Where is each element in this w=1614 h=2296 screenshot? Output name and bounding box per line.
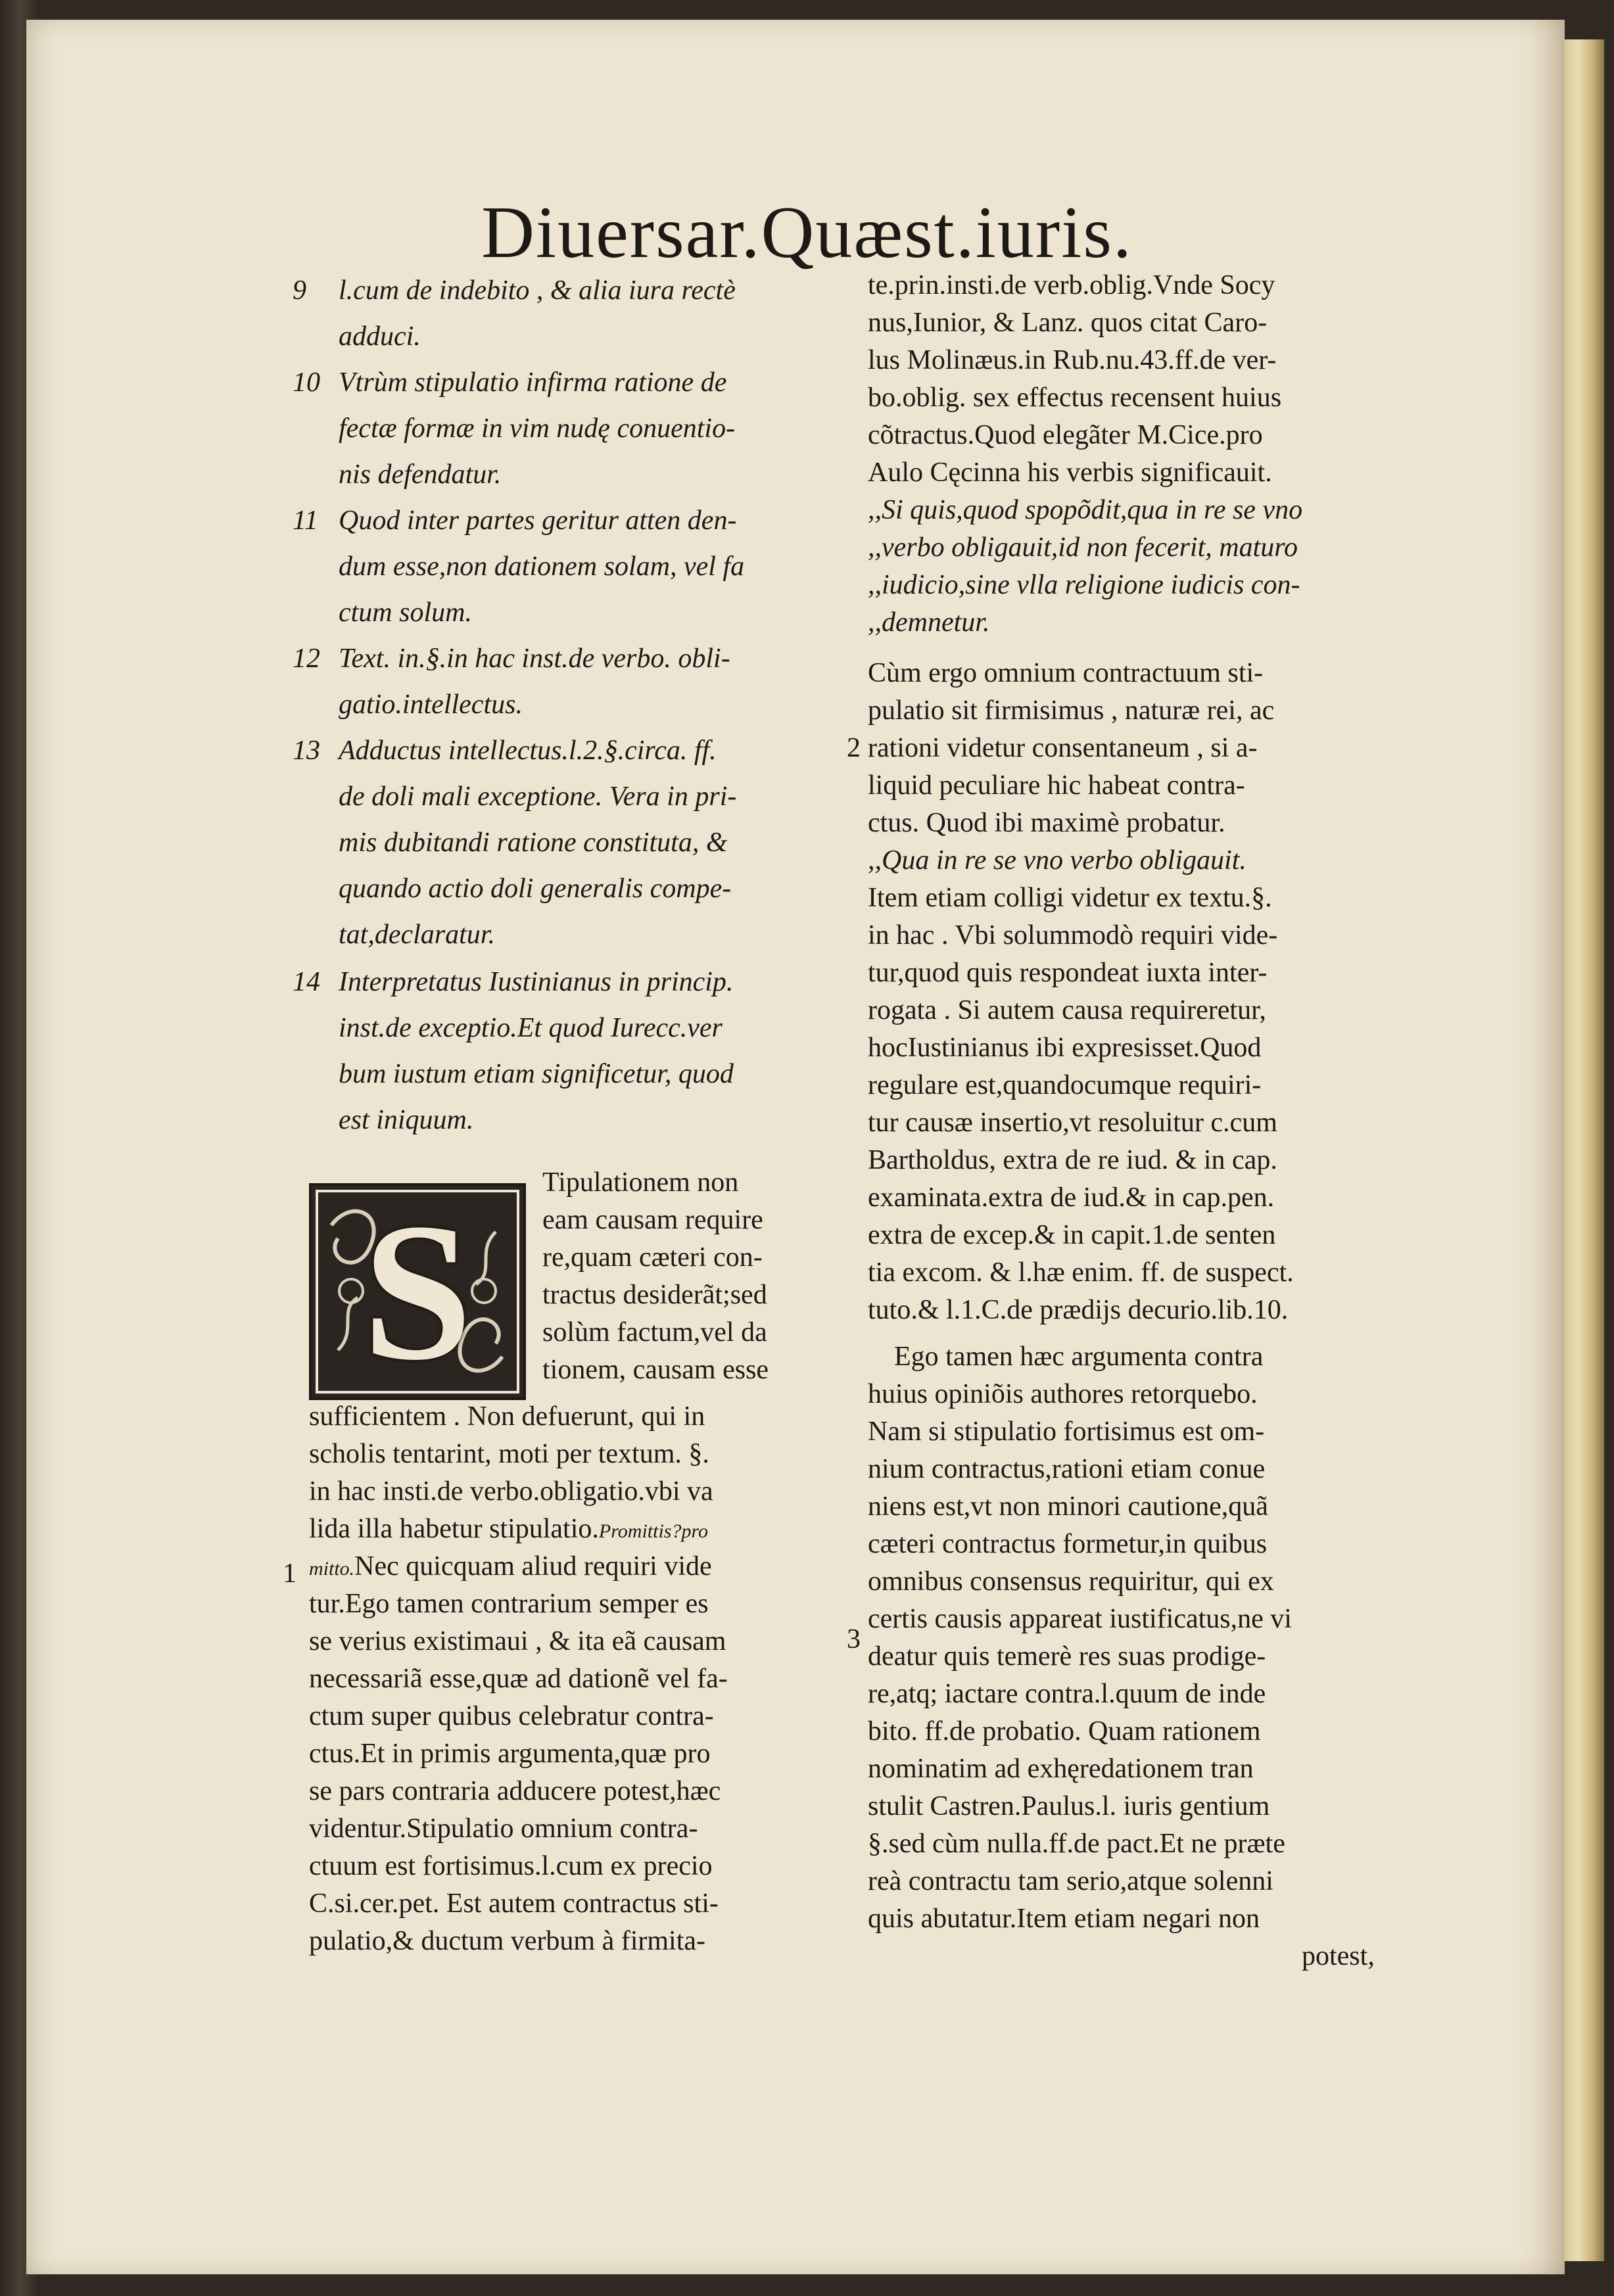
body-line: C.si.cer.pet. Est autem contractus sti- [309,1888,719,1919]
body-line: extra de excep.& in capit.1.de senten [868,1220,1276,1250]
summary-line: quando actio doli generalis compe- [339,874,732,904]
body-line: ctum super quibus celebratur contra- [309,1701,714,1731]
body-line: Nam si stipulatio fortisimus est om- [868,1417,1265,1447]
book-page [26,20,1565,2274]
body-line: tractus desiderãt;sed [542,1280,767,1310]
body-line: re,quam cæteri con- [542,1242,763,1273]
body-line: cæteri contractus formetur,in quibus [868,1529,1268,1559]
summary-number: 11 [293,505,318,536]
summary-number: 9 [293,275,306,306]
body-line: liquid peculiare hic habeat contra- [868,770,1245,801]
margin-note: Promittis?pro [598,1520,709,1542]
summary-line: inst.de exceptio.Et quod Iurecc.ver [339,1013,723,1043]
body-line: tia excom. & l.hæ enim. ff. de suspect. [868,1257,1294,1288]
body-line: cõtractus.Quod elegãter M.Cice.pro [868,420,1263,450]
decorated-initial [309,1183,526,1400]
initial-letter: S [362,1183,473,1401]
body-line: re,atq; iactare contra.l.quum de inde [868,1679,1266,1709]
quote-line: ,,verbo obligauit,id non fecerit, maturo [868,532,1298,563]
summary-line: de doli mali exceptione. Vera in pri- [339,782,737,812]
body-line: examinata.extra de iud.& in cap.pen. [868,1183,1275,1213]
body-line: se pars contraria adducere potest,hæc [309,1776,721,1806]
body-line [309,1513,708,1545]
summary-line: fectæ formæ in vim nudę conuentio- [339,413,736,444]
body-line: in hac . Vbi solummodò requiri vide- [868,920,1278,950]
margin-number: 3 [847,1624,861,1654]
body-line: nominatim ad exhęredationem tran [868,1754,1254,1784]
body-line: se verius existimaui , & ita eã causam [309,1626,726,1656]
body-line: bo.oblig. sex effectus recensent huius [868,383,1282,413]
body-line: ctus. Quod ibi maximè probatur. [868,808,1225,838]
margin-number: 1 [283,1558,297,1589]
body-line: ctus.Et in primis argumenta,quæ pro [309,1739,711,1769]
body-line: Bartholdus, extra de re iud. & in cap. [868,1145,1277,1175]
summary-line: est iniquum. [339,1105,474,1135]
body-line: pulatio sit firmisimus , naturæ rei, ac [868,695,1275,726]
margin-number: 2 [847,733,861,763]
body-line: pulatio,& ductum verbum à firmita- [309,1926,706,1956]
body-line: eam causam require [542,1205,763,1235]
body-line: solùm factum,vel da [542,1317,767,1347]
quote-line: ,,Si quis,quod spopõdit,qua in re se vno [868,495,1303,525]
body-line-text: Nec quicquam aliud requiri vide [354,1551,712,1581]
body-line: regulare est,quandocumque requiri- [868,1070,1262,1100]
body-line: Cùm ergo omnium contractuum sti- [868,658,1264,688]
body-line: sufficientem . Non defuerunt, qui in [309,1401,705,1432]
quote-line: ,,Qua in re se vno verbo obligauit. [868,845,1246,876]
summary-line: tat,declaratur. [339,920,495,950]
body-line: reà contractu tam serio,atque solenni [868,1866,1273,1896]
body-line: huius opiniõis authores retorquebo. [868,1379,1258,1409]
margin-note: mitto. [309,1558,355,1580]
body-line: deatur quis temerè res suas prodige- [868,1641,1266,1672]
body-line: quis abutatur.Item etiam negari non [868,1904,1260,1934]
page-edge [1565,39,1604,2261]
body-line: tionem, causam esse [542,1355,769,1385]
running-head: Diuersar.Quæst.iuris. [481,192,1133,273]
summary-line: Vtrùm stipulatio infirma ratione de [339,367,727,398]
body-line: rogata . Si autem causa requireretur, [868,995,1266,1025]
summary-line: Text. in.§.in hac inst.de verbo. obli- [339,644,730,674]
body-line: ctuum est fortisimus.l.cum ex precio [309,1851,713,1881]
summary-number: 12 [293,644,320,674]
body-line: te.prin.insti.de verb.oblig.Vnde Socy [868,270,1275,300]
body-line: tuto.& l.1.C.de prædijs decurio.lib.10. [868,1295,1289,1325]
summary-number: 13 [293,736,320,766]
summary-number: 14 [293,967,320,997]
body-line: tur causæ insertio,vt resoluitur c.cum [868,1108,1277,1138]
body-line: necessariã esse,quæ ad dationẽ vel fa- [309,1664,728,1694]
summary-line: Quod inter partes geritur atten den- [339,505,737,536]
summary-line: dum esse,non dationem solam, vel fa [339,551,745,582]
quote-line: ,,iudicio,sine vlla religione iudicis con- [868,570,1300,600]
body-line: videntur.Stipulatio omnium contra- [309,1814,698,1844]
body-line: in hac insti.de verbo.obligatio.vbi va [309,1476,713,1507]
body-line: Aulo Cęcinna his verbis significauit. [868,457,1272,488]
body-line: Tipulationem non [542,1167,739,1198]
body-line: tur,quod quis respondeat iuxta inter- [868,958,1268,988]
body-line: tur.Ego tamen contrarium semper es [309,1589,709,1619]
body-line: lus Molinæus.in Rub.nu.43.ff.de ver- [868,345,1277,375]
body-line: nus,Iunior, & Lanz. quos citat Caro- [868,308,1268,338]
summary-line: mis dubitandi ratione constituta, & [339,828,728,858]
body-line: nium contractus,rationi etiam conue [868,1454,1266,1484]
body-line: omnibus consensus requiritur, qui ex [868,1566,1274,1597]
body-line: bito. ff.de probatio. Quam rationem [868,1716,1261,1746]
body-line: certis causis appareat iustificatus,ne vi [868,1604,1292,1634]
summary-line: nis defendatur. [339,459,502,490]
body-line: scholis tentarint, moti per textum. §. [309,1439,709,1469]
body-line: rationi videtur consentaneum , si a- [868,733,1258,763]
body-line: hocIustinianus ibi expresisset.Quod [868,1033,1262,1063]
summary-number: 10 [293,367,320,398]
body-line: Ego tamen hæc argumenta contra [894,1342,1264,1372]
body-line: niens est,vt non minori cautione,quã [868,1491,1268,1522]
body-line: stulit Castren.Paulus.l. iuris gentium [868,1791,1270,1821]
summary-line: Adductus intellectus.l.2.§.circa. ff. [339,736,717,766]
summary-line: Interpretatus Iustinianus in princip. [339,967,734,997]
summary-line: ctum solum. [339,597,472,628]
summary-line: gatio.intellectus. [339,690,523,720]
summary-line: l.cum de indebito , & alia iura rectè [339,275,736,306]
body-line [309,1551,712,1582]
body-line: Item etiam colligi videtur ex textu.§. [868,883,1272,913]
body-line-text: lida illa habetur stipulatio. [309,1514,599,1544]
summary-line: adduci. [339,321,421,352]
body-line: §.sed cùm nulla.ff.de pact.Et ne præte [868,1829,1285,1859]
summary-line: bum iustum etiam significetur, quod [339,1059,734,1089]
catchword: potest, [1302,1941,1375,1971]
quote-line: ,,demnetur. [868,607,990,638]
